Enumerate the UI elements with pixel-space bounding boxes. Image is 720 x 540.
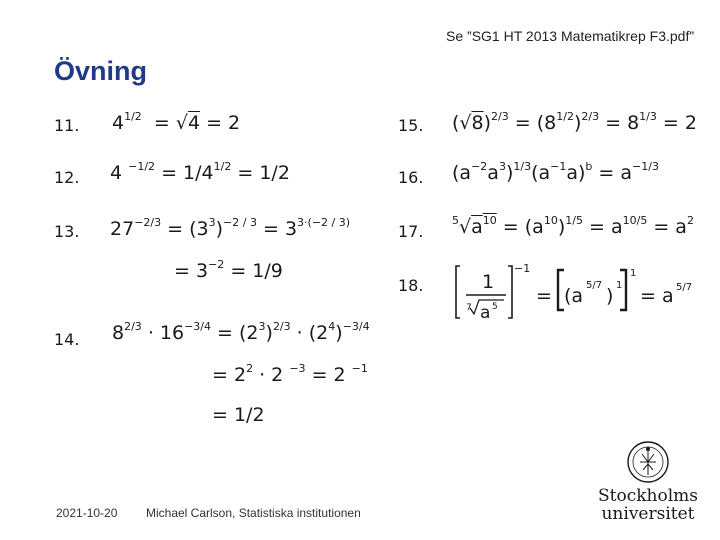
svg-text:1: 1 <box>616 280 623 291</box>
page-title: Övning <box>54 56 147 86</box>
logo-name-line1: Stockholms <box>598 486 698 507</box>
exercise-13-expression-line1: $27^{-2/3} = (3^3)^{-2 / 3} = 3^{3\cdot(-2 / 3)}$ <box>110 216 351 240</box>
footer-author: Michael Carlson, Statistiska institutionen <box>146 506 361 520</box>
exercise-number-12: 12. <box>54 168 80 187</box>
svg-text:(a: (a <box>564 285 584 307</box>
university-seal-icon <box>626 440 670 484</box>
exercise-15-expression: $(√8)^{2/3} = (8^{1/2})^{2/3} = 8^{1/3} = 2$ <box>452 110 697 134</box>
reference-note: Se ”SG1 HT 2013 Matematikrep F3.pdf” <box>446 28 694 44</box>
exercise-16-expression: $(a^{-2}a^3)^{1/3}(a^{-1}a)^b = a^{-1/3}$ <box>452 160 659 184</box>
exercise-18-formula <box>452 262 692 324</box>
exercise-number-18: 18. <box>398 276 424 295</box>
svg-text:): ) <box>606 285 614 307</box>
logo-name-line2: universitet <box>601 504 695 525</box>
svg-text:1: 1 <box>482 271 495 293</box>
exercise-17-expression: $^5√a^{10} = (a^{10})^{1/5} = a^{10/5} = a^2$ <box>452 214 694 238</box>
svg-text:−1: −1 <box>514 262 531 275</box>
exercise-number-16: 16. <box>398 168 424 187</box>
svg-text:5/7: 5/7 <box>586 280 603 291</box>
exercise-11-expression: $4^{1/2} = √4 = 2$ <box>112 110 241 134</box>
exercise-14-expression-line1: $8^{2/3} \cdot 16^{-3/4} = (2^3)^{2/3} \cdot (2^4)^{-3/4}$ <box>112 320 370 344</box>
svg-text:= a: = a <box>640 285 674 307</box>
exercise-number-11: 11. <box>54 116 80 135</box>
exercise-number-13: 13. <box>54 222 80 241</box>
exercise-number-15: 15. <box>398 116 424 135</box>
exercise-number-14: 14. <box>54 330 80 349</box>
exercise-12-expression: 4 $^{-1/2} = 1/4^{1/2} = 1/2$ <box>110 160 290 184</box>
exercise-14-expression-line3: = 1/2 <box>212 404 265 426</box>
svg-text:a: a <box>480 303 491 323</box>
exercise-number-17: 17. <box>398 222 424 241</box>
svg-text:5/7: 5/7 <box>676 282 692 293</box>
exercise-18-expression <box>452 262 692 324</box>
exercise-14-expression-line2: = $2^2 \cdot 2$ $^{-3}$ = 2 $^{-1}$ <box>212 362 368 386</box>
svg-text:1: 1 <box>630 268 637 279</box>
footer-date: 2021-10-20 <box>56 506 118 520</box>
svg-text:5: 5 <box>492 302 498 312</box>
exercise-13-expression-line2: = $3^{-2} = 1/9$ <box>174 258 283 282</box>
svg-text:7: 7 <box>466 303 472 313</box>
university-logo <box>598 440 698 524</box>
svg-text:=: = <box>536 285 552 307</box>
